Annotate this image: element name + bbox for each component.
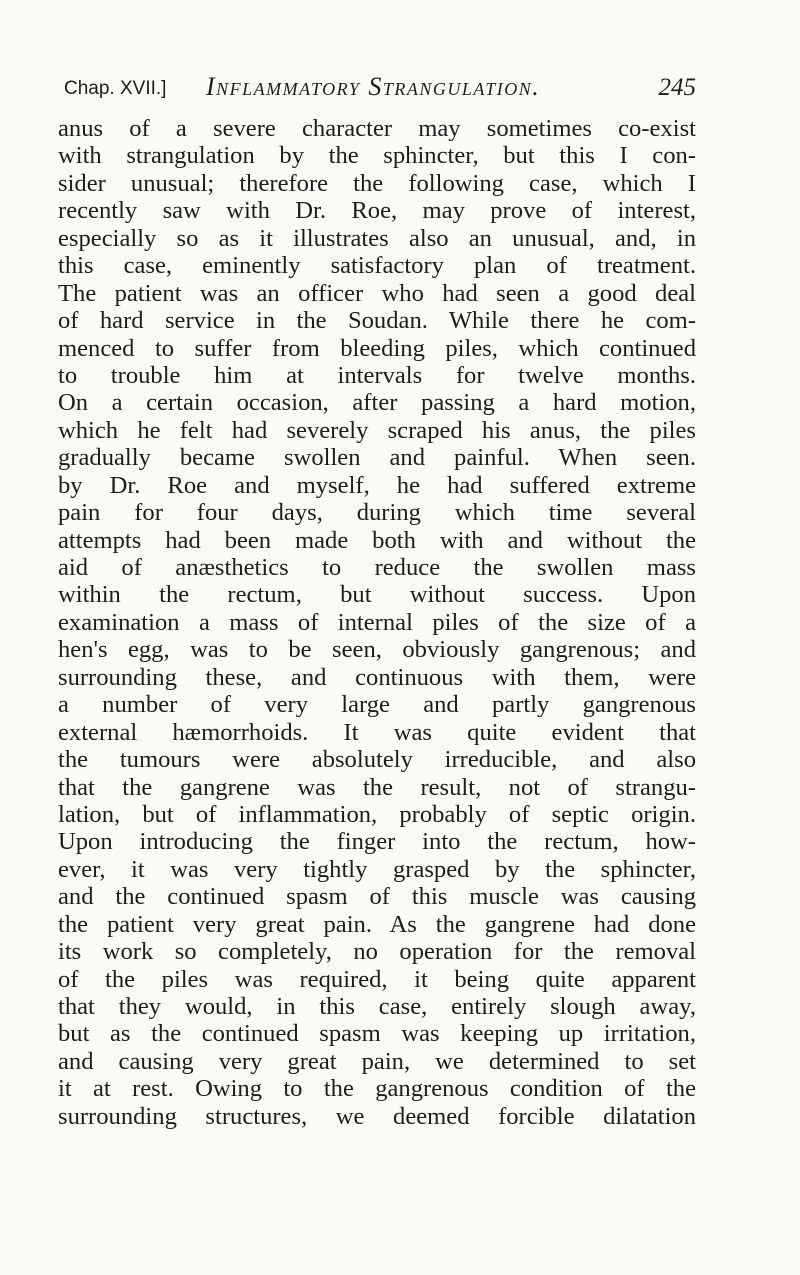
text-line: gradually became swollen and painful. When seen. (58, 444, 696, 472)
text-line: the tumours were absolutely irreducible, and also (58, 746, 696, 774)
text-line: of the piles was required, it being quite apparent (58, 965, 696, 993)
text-line: On a certain occasion, after passing a hard motion, (58, 389, 696, 417)
text-line: ever, it was very tightly grasped by the sphincter, (58, 855, 696, 883)
chapter-reference: Chap. XVII.] (64, 78, 167, 99)
text-line: and causing very great pain, we determined to set (58, 1047, 696, 1075)
text-line: external hæmorrhoids. It was quite evident that (58, 718, 696, 746)
text-line: that the gangrene was the result, not of strangu- (58, 773, 696, 801)
text-line: pain for four days, during which time several (58, 499, 696, 527)
text-line: surrounding these, and continuous with them, were (58, 663, 696, 691)
text-line: menced to suffer from bleeding piles, which continued (58, 334, 696, 362)
text-line: recently saw with Dr. Roe, may prove of interest, (58, 197, 696, 225)
text-line: lation, but of inflammation, probably of septic origin. (58, 800, 696, 828)
text-line: which he felt had severely scraped his anus, the piles (58, 416, 696, 444)
text-line: hen's egg, was to be seen, obviously gangrenous; and (58, 636, 696, 664)
text-line: Upon introducing the finger into the rectum, how- (58, 828, 696, 856)
text-line: anus of a severe character may sometimes co-exist (58, 115, 696, 142)
text-line: within the rectum, but without success. Upon (58, 581, 696, 609)
text-line: surrounding structures, we deemed forcible dilatation (58, 1102, 696, 1130)
text-line: its work so completely, no operation for the removal (58, 938, 696, 966)
text-line: especially so as it illustrates also an unusual, and, in (58, 224, 696, 252)
text-line: to trouble him at intervals for twelve months. (58, 361, 696, 389)
text-line: examination a mass of internal piles of the size of a (58, 608, 696, 636)
text-line: this case, eminently satisfactory plan of treatment. (58, 252, 696, 280)
text-line: with strangulation by the sphincter, but this I con- (58, 142, 696, 170)
text-line: but as the continued spasm was keeping up irritation, (58, 1020, 696, 1048)
text-line: the patient very great pain. As the gangrene had done (58, 910, 696, 938)
body-text (58, 115, 696, 1130)
text-line: The patient was an officer who had seen a good deal (58, 279, 696, 307)
running-head (64, 74, 696, 106)
text-line: by Dr. Roe and myself, he had suffered extreme (58, 471, 696, 499)
text-line: attempts had been made both with and without the (58, 526, 696, 554)
running-title: Inflammatory Strangulation. (206, 72, 541, 101)
text-line: aid of anæsthetics to reduce the swollen mass (58, 554, 696, 581)
text-line: sider unusual; therefore the following case, which I (58, 169, 696, 197)
text-line: a number of very large and partly gangrenous (58, 691, 696, 719)
text-line: that they would, in this case, entirely slough away, (58, 993, 696, 1020)
page-number: 245 (658, 74, 696, 101)
text-line: of hard service in the Soudan. While there he com- (58, 307, 696, 335)
text-line: and the continued spasm of this muscle was causing (58, 883, 696, 911)
text-line: it at rest. Owing to the gangrenous condition of the (58, 1075, 696, 1103)
